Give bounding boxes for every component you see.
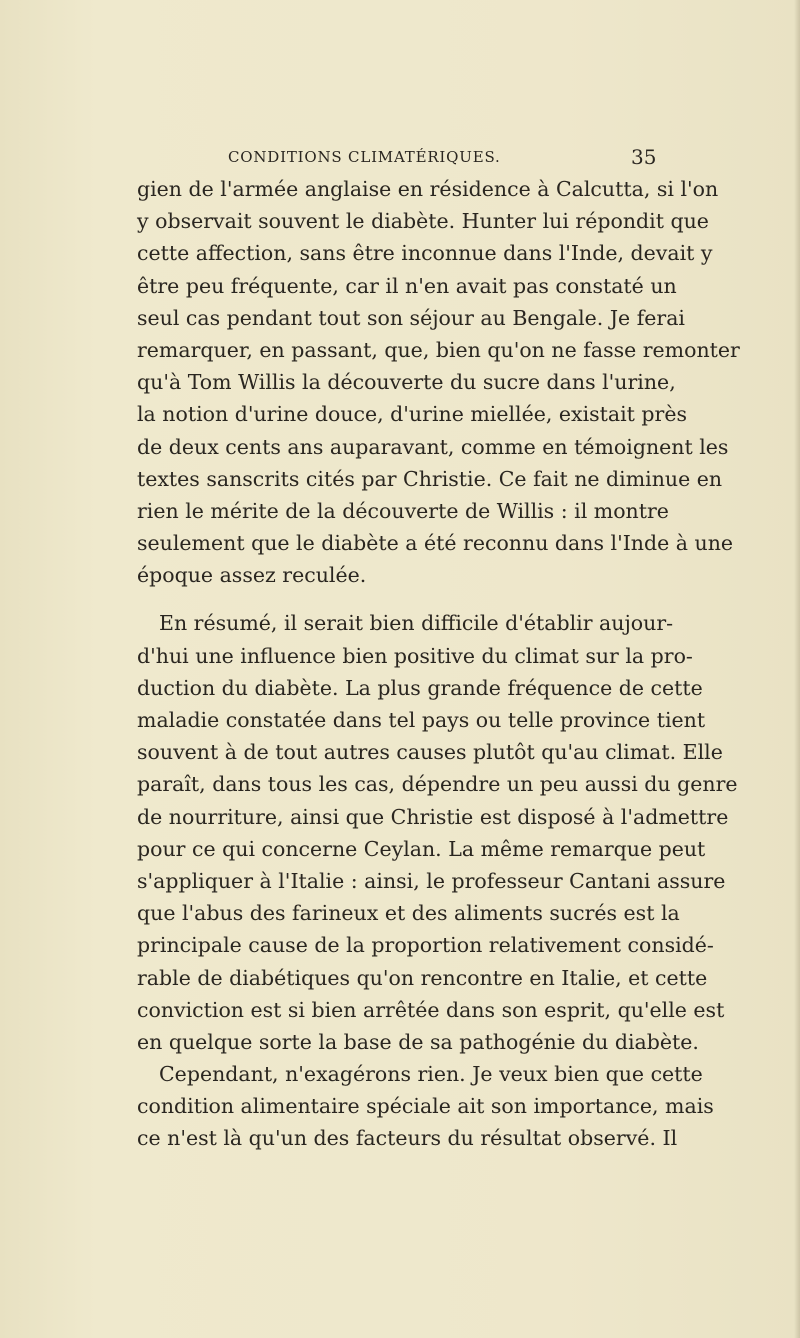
text-line: gien de l'armée anglaise en résidence à Calcutta, si l'on [137, 177, 719, 201]
paragraph-first-line: Cependant, n'exagérons rien. Je veux bien que cette [159, 1062, 703, 1087]
text-line: seul cas pendant tout son séjour au Bengale. Je ferai [137, 305, 685, 330]
text-line: conviction est si bien arrêtée dans son esprit, qu'elle est [137, 997, 725, 1022]
text-line: ce n'est là qu'un des facteurs du résultat observé. Il [137, 1126, 678, 1151]
text-line: de nourriture, ainsi que Christie est disposé à l'admettre [137, 804, 729, 829]
text-line: d'hui une influence bien positive du climat sur la pro- [137, 643, 693, 668]
page-header [0, 145, 800, 172]
page-number: 35 [631, 145, 657, 169]
text-line: textes sanscrits cités par Christie. Ce fait ne diminue en [137, 466, 723, 491]
text-line: souvent à de tout autres causes plutôt qu'au climat. Elle [137, 740, 723, 765]
text-line: cette affection, sans être inconnue dans l'Inde, devait y [137, 241, 713, 266]
text-line: la notion d'urine douce, d'urine miellée, existait près [137, 402, 687, 427]
text-line: principale cause de la proportion relativement considé- [137, 933, 714, 958]
text-line: y observait souvent le diabète. Hunter lui répondit que [137, 209, 709, 234]
text-line: de deux cents ans auparavant, comme en témoignent les [137, 434, 729, 459]
text-line: rable de diabétiques qu'on rencontre en Italie, et cette [137, 965, 708, 990]
text-line: époque assez reculée. [137, 563, 367, 588]
text-line: paraît, dans tous les cas, dépendre un peu aussi du genre [137, 772, 738, 797]
text-line: pour ce qui concerne Ceylan. La même remarque peut [137, 836, 706, 861]
text-line: seulement que le diabète a été reconnu dans l'Inde à une [137, 531, 734, 556]
page-edge-shadow [794, 0, 800, 1338]
text-line: s'appliquer à l'Italie : ainsi, le professeur Cantani assure [137, 868, 726, 893]
running-title: CONDITIONS CLIMATÉRIQUES. [228, 148, 501, 166]
text-line: rien le mérite de la découverte de Willis : il montre [137, 498, 669, 523]
text-line: que l'abus des farineux et des aliments sucrés est la [137, 901, 680, 926]
paragraph-first-line: En résumé, il serait bien difficile d'établir aujour- [159, 611, 674, 636]
text-line: duction du diabète. La plus grande fréquence de cette [137, 675, 703, 700]
text-line: en quelque sorte la base de sa pathogénie du diabète. [137, 1029, 699, 1054]
text-line: condition alimentaire spéciale ait son importance, mais [137, 1094, 714, 1119]
body-text [137, 173, 740, 1155]
text-line: qu'à Tom Willis la découverte du sucre dans l'urine, [137, 370, 676, 395]
text-line: maladie constatée dans tel pays ou telle province tient [137, 708, 706, 732]
text-line: être peu fréquente, car il n'en avait pas constaté un [137, 273, 677, 298]
text-line: remarquer, en passant, que, bien qu'on ne fasse remonter [137, 337, 740, 362]
